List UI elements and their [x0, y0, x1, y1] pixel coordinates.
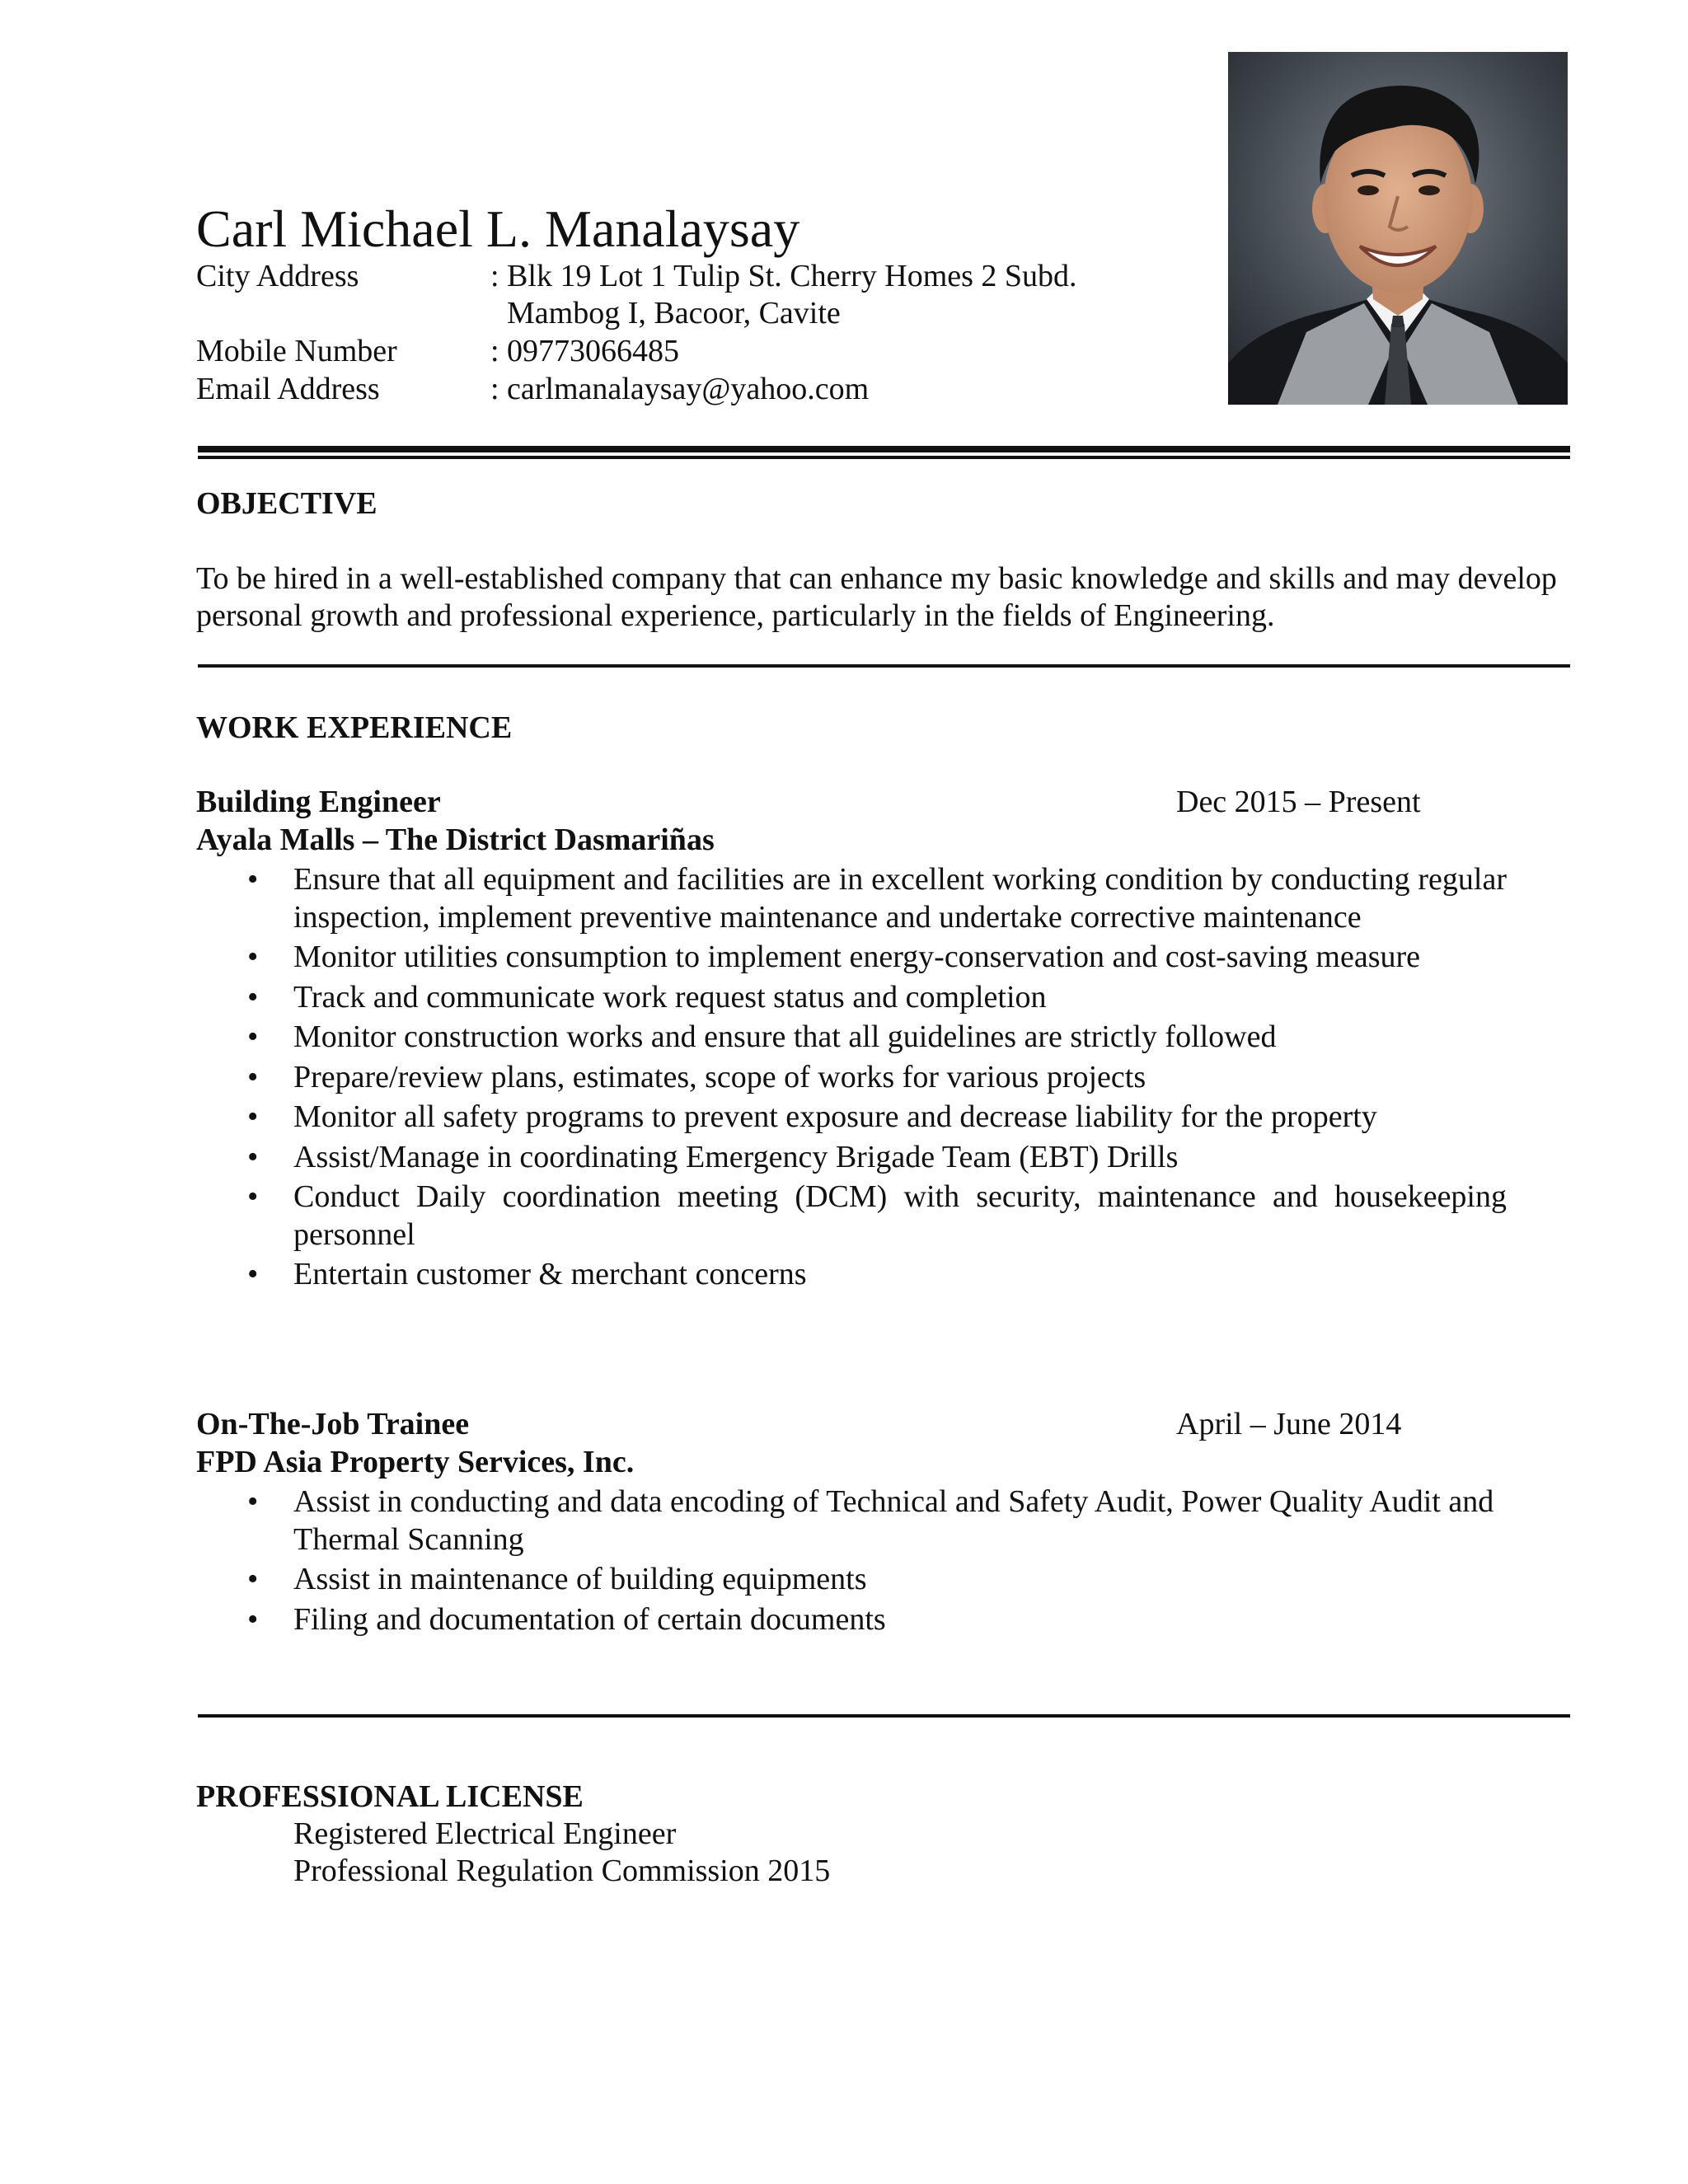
contact-label: Email Address: [196, 372, 380, 406]
header-divider-thin: [198, 456, 1570, 459]
job-company: FPD Asia Property Services, Inc.: [196, 1445, 635, 1479]
bullet-icon: •: [247, 862, 259, 897]
contact-label: City Address: [196, 259, 359, 293]
job-company: Ayala Malls – The District Dasmariñas: [196, 823, 715, 857]
list-item: • Filing and documentation of certain documents: [196, 1601, 1507, 1639]
job-responsibilities-list: [196, 861, 1507, 1294]
job-responsibilities-list: [196, 1483, 1507, 1638]
bullet-icon: •: [247, 1601, 259, 1637]
list-item: • Monitor utilities consumption to implement energy-conservation and cost-saving measure: [196, 939, 1507, 977]
list-item: • Conduct Daily coordination meeting (DCM) with security, maintenance and housekeeping personnel: [247, 1179, 1507, 1252]
section-divider: [198, 664, 1570, 668]
license-issuer: Professional Regulation Commission 2015: [293, 1854, 831, 1888]
bullet-icon: •: [247, 1484, 259, 1519]
bullet-icon: •: [247, 940, 259, 974]
section-title-objective: OBJECTIVE: [196, 486, 377, 521]
contact-label: Mobile Number: [196, 334, 397, 368]
list-item: • Assist/Manage in coordinating Emergency Brigade Team (EBT) Drills: [196, 1139, 1507, 1177]
bullet-icon: •: [247, 1019, 259, 1054]
contact-value: : carlmanalaysay@yahoo.com: [490, 372, 870, 406]
objective-text: To be hired in a well-established company that can enhance my basic knowledge and skills and may develop personal growth and professional experience, particularly in the fields of Engineering.: [196, 561, 1557, 633]
list-item: • Monitor all safety programs to prevent exposure and decrease liability for the property: [196, 1099, 1507, 1137]
job-date: Dec 2015 – Present: [1176, 785, 1421, 819]
bullet-icon: •: [247, 1257, 259, 1291]
list-item: • Assist in conducting and data encoding of Technical and Safety Audit, Power Quality Audit and Thermal Scanning: [247, 1484, 1494, 1557]
list-item: • Track and communicate work request status and completion: [196, 979, 1507, 1017]
section-title-professional-license: PROFESSIONAL LICENSE: [196, 1779, 584, 1814]
list-item: • Monitor construction works and ensure that all guidelines are strictly followed: [196, 1019, 1507, 1057]
job-date: April – June 2014: [1176, 1407, 1402, 1441]
contact-value: : 09773066485: [490, 334, 680, 368]
contact-value: : Blk 19 Lot 1 Tulip St. Cherry Homes 2 Subd.: [490, 259, 1077, 293]
bullet-icon: •: [247, 1059, 259, 1094]
list-item: • Prepare/review plans, estimates, scope of works for various projects: [196, 1059, 1507, 1097]
list-item: • Entertain customer & merchant concerns: [196, 1256, 1507, 1294]
address-line-2: Mambog I, Bacoor, Cavite: [507, 296, 841, 330]
bullet-icon: •: [247, 979, 259, 1015]
bullet-icon: •: [247, 1179, 259, 1214]
bullet-icon: •: [247, 1139, 259, 1174]
license-name: Registered Electrical Engineer: [293, 1816, 677, 1851]
bullet-icon: •: [247, 1562, 259, 1596]
profile-photo: [1228, 52, 1568, 405]
job-title: On-The-Job Trainee: [196, 1407, 470, 1441]
applicant-name: Carl Michael L. Manalaysay: [196, 199, 800, 258]
list-item: • Ensure that all equipment and facilities are in excellent working condition by conducting regular inspection, implement preventive maintenance and undertake corrective maintenance: [247, 862, 1507, 935]
header-divider-thick: [198, 446, 1570, 452]
section-divider: [198, 1714, 1570, 1718]
job-title: Building Engineer: [196, 785, 441, 819]
list-item: • Assist in maintenance of building equipments: [196, 1561, 1507, 1599]
section-title-work-experience: WORK EXPERIENCE: [196, 710, 513, 745]
bullet-icon: •: [247, 1099, 259, 1134]
profile-photo-illustration: [1228, 52, 1568, 405]
